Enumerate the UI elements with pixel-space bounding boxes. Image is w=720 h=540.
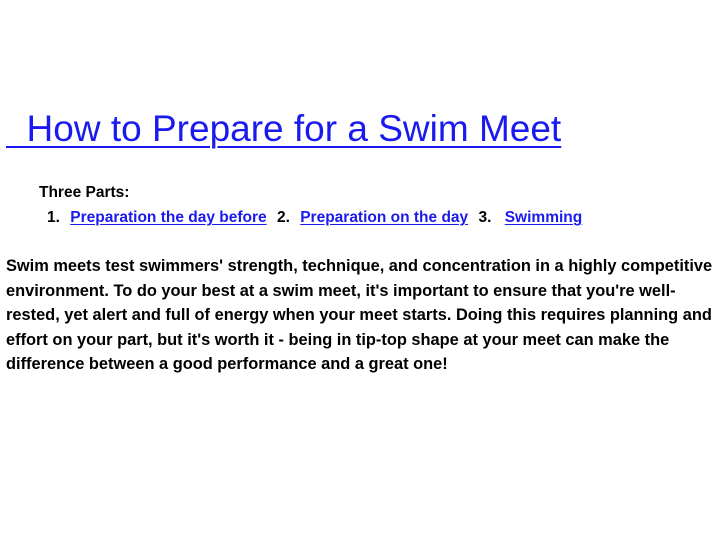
part-2-number: 2. <box>276 209 290 226</box>
parts-heading: Three Parts: <box>39 184 130 201</box>
part-1-number: 1. <box>47 209 60 226</box>
part-3-number: 3. <box>478 209 492 226</box>
part-3-link[interactable]: Swimming <box>504 209 583 226</box>
part-2-link[interactable]: Preparation on the day <box>300 209 469 226</box>
intro-paragraph: Swim meets test swimmers' strength, technique, and concentration in a highly competitive environment. To do your best at a swim meet, it's important to ensure that you're well-rested, yet alert and full of energy when your meet starts. Doing this requires planning and effort on your part, but it's worth it - being in tip-top shape at your meet can make the difference between a good performance and a great one! <box>6 257 713 373</box>
parts-list <box>47 207 582 229</box>
page-title-link[interactable]: How to Prepare for a Swim Meet <box>6 108 562 149</box>
part-1-link[interactable]: Preparation the day before <box>70 209 267 226</box>
